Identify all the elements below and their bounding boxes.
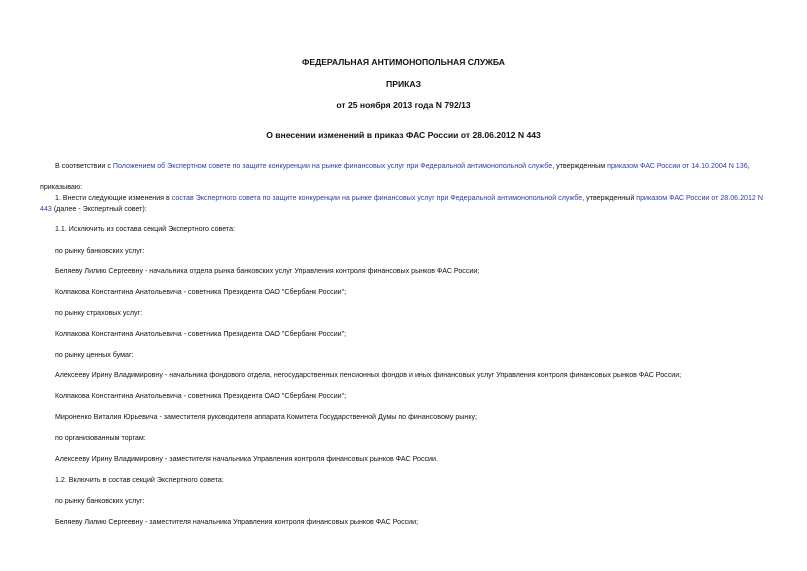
list-item: по рынку банковских услуг: <box>55 247 145 255</box>
list-item: Мироненко Виталия Юрьевича - заместителя руководителя аппарата Комитета Государственной Думы по финансовому рынку; <box>55 413 478 421</box>
list-item: Колпакова Константина Анатольевича - советника Президента ОАО "Сбербанк России"; <box>55 330 347 338</box>
list-item: по рынку банковских услуг: <box>55 497 145 505</box>
list-item: по рынку ценных бумаг: <box>55 351 134 359</box>
document-type: ПРИКАЗ <box>386 79 421 89</box>
agency-name: ФЕДЕРАЛЬНАЯ АНТИМОНОПОЛЬНАЯ СЛУЖБА <box>302 57 505 67</box>
order-136-link[interactable]: приказом ФАС России от 14.10.2004 N 136 <box>607 162 748 170</box>
document-title: О внесении изменений в приказ ФАС России от 28.06.2012 N 443 <box>266 130 541 140</box>
preamble-paragraph <box>55 161 750 172</box>
order-443-link-continued[interactable]: 443 <box>40 205 52 213</box>
item-1-line-1 <box>55 193 763 204</box>
list-item: Алексееву Ирину Владимировну - заместителя начальника Управления контроля финансовых рынков ФАС России. <box>55 455 438 463</box>
list-item: 1.2. Включить в состав секций Экспертного совета: <box>55 476 224 484</box>
list-item: Алексееву Ирину Владимировну - начальника фондового отдела, негосударственных пенсионных фондов и иных финансовых услуг Управления контроля финансовых рынков ФАС России; <box>55 371 682 379</box>
item-1-text-3: (далее - Экспертный совет): <box>51 205 147 213</box>
item-1-text-2: , утвержденный <box>582 194 637 202</box>
list-item: Колпакова Константина Анатольевича - советника Президента ОАО "Сбербанк России"; <box>55 392 347 400</box>
list-item: Беляеву Лилию Сергеевну - заместителя начальника Управления контроля финансовых рынков ФАС России; <box>55 518 419 526</box>
regulation-link[interactable]: Положением об Экспертном совете по защите конкуренции на рынке финансовых услуг при Федеральной антимонопольной службе <box>112 162 553 170</box>
list-item: 1.1. Исключить из состава секций Экспертного совета: <box>55 225 236 233</box>
expert-council-composition-link[interactable]: состав Экспертного совета по защите конкуренции на рынке финансовых услуг при Федеральной антимонопольной службе <box>171 194 583 202</box>
preamble-text-3: , <box>747 162 750 170</box>
document-date-number: от 25 ноября 2013 года N 792/13 <box>336 100 471 110</box>
item-1-text-1: 1. Внести следующие изменения в <box>55 194 172 202</box>
order-word: приказываю: <box>40 183 83 191</box>
order-443-link[interactable]: приказом ФАС России от 28.06.2012 N <box>636 194 763 202</box>
preamble-text-1: В соответствии с <box>55 162 113 170</box>
preamble-text-2: , утвержденным <box>552 162 608 170</box>
list-item: по рынку страховых услуг: <box>55 309 143 317</box>
list-item: Беляеву Лилию Сергеевну - начальника отдела рынка банковских услуг Управления контроля финансовых рынков ФАС России; <box>55 267 480 275</box>
list-item: по организованным торгам: <box>55 434 146 442</box>
item-1-line-2 <box>40 204 147 215</box>
list-item: Колпакова Константина Анатольевича - советника Президента ОАО "Сбербанк России"; <box>55 288 347 296</box>
